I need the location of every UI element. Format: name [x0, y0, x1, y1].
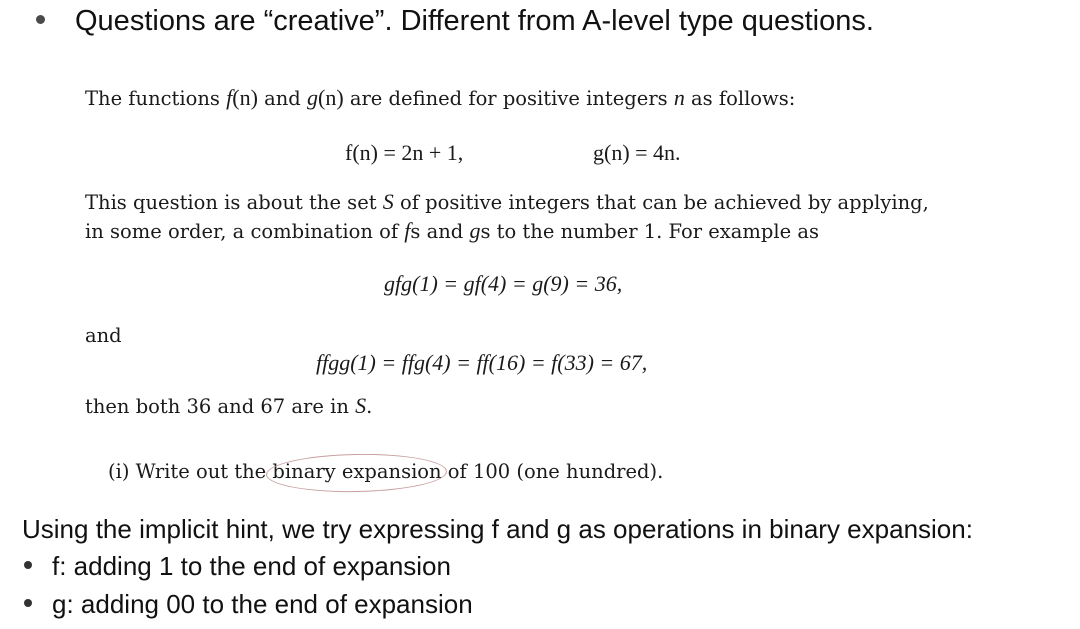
intro-gn: g(n) — [307, 85, 344, 110]
intro-and: and — [257, 87, 307, 110]
bullet-f — [24, 548, 451, 584]
then-paragraph: then both 36 and 67 are in S. — [85, 393, 373, 418]
bullet-dot-icon — [36, 15, 45, 24]
intro-paragraph — [85, 85, 795, 112]
intro-post: are defined for positive integers — [343, 87, 674, 110]
heading-bullet — [36, 4, 874, 38]
bullet-g-text: g: adding 00 to the end of expansion — [52, 589, 473, 619]
circled-annotation: binary expansion — [272, 460, 442, 483]
explanation-text: Using the implicit hint, we try expressing f and g as operations in binary expansion: — [22, 514, 973, 544]
and-word: and — [85, 324, 122, 347]
heading-text: Questions are “creative”. Different from A-level type questions. — [75, 5, 874, 37]
question-i: (i) Write out the binary expansion of 100 (one hundred). — [108, 460, 664, 483]
bullet-f-text: f: adding 1 to the end of expansion — [52, 551, 451, 581]
bullet-dot-icon — [24, 599, 32, 607]
intro-fn: f(n) — [226, 85, 258, 110]
set-paragraph-line-2: in some order, a combination of fs and gs to the number 1. For example as — [85, 218, 819, 243]
set-paragraph-line-1: This question is about the set S of positive integers that can be achieved by applying, — [85, 189, 929, 214]
bullet-g — [24, 586, 473, 622]
intro-pre: The functions — [85, 87, 227, 110]
example-equation-1: gfg(1) = gf(4) = g(9) = 36, — [384, 271, 623, 296]
intro-end: as follows: — [684, 87, 796, 110]
example-equation-2: ffgg(1) = ffg(4) = ff(16) = f(33) = 67, — [316, 350, 648, 375]
equation-f: f(n) = 2n + 1, — [345, 140, 464, 165]
intro-var: n — [673, 85, 685, 110]
bullet-dot-icon — [24, 561, 32, 569]
equation-g: g(n) = 4n. — [593, 140, 681, 165]
